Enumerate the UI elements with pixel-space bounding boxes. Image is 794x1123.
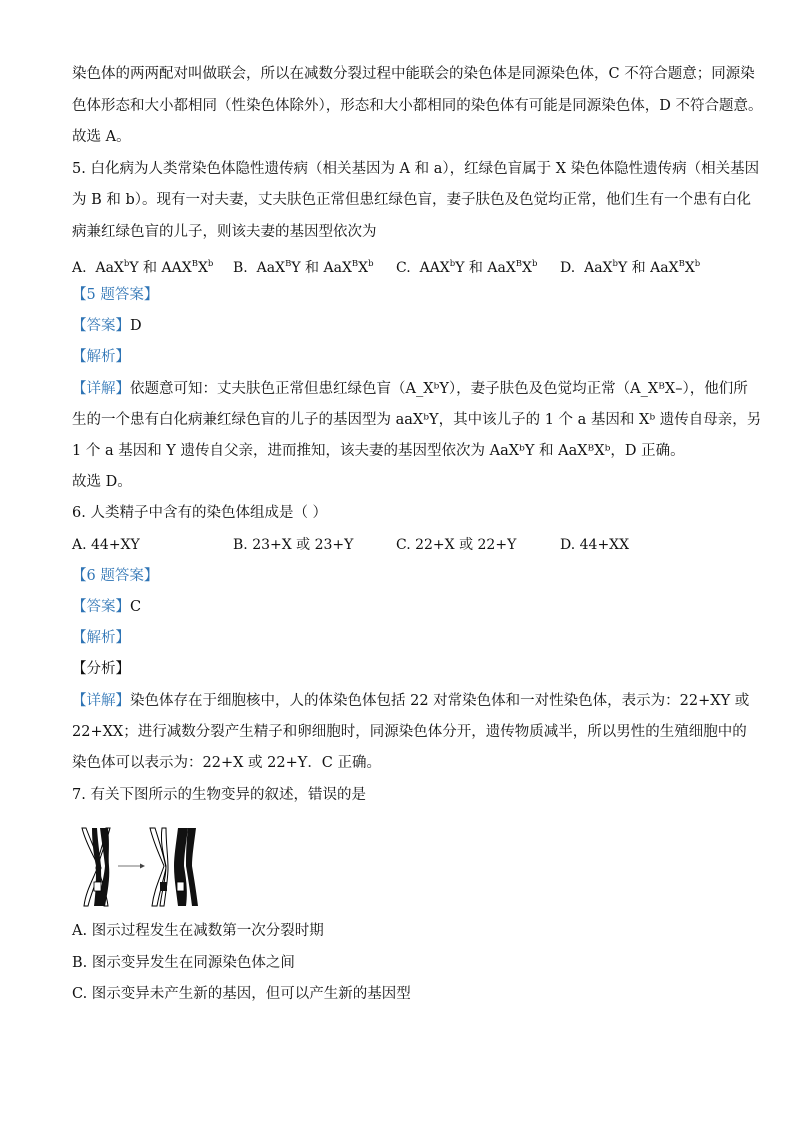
answer-header: 【5 题答案】 [72,287,159,303]
arrow-icon [118,864,145,869]
question-7-stem: 7. 有关下图所示的生物变异的叙述，错误的是 [72,787,366,803]
text-line: 故选 A。 [72,129,131,145]
answer-line: 【答案】C [72,599,142,615]
option-a: A. AaX$^b$Y 和 $AAX^BX^b$ [72,259,214,276]
option-c: C. 22+X 或 22+Y [396,537,517,553]
option-d: D. AaX$^b$Y 和 $AaX^BX^b$ [560,259,701,276]
detail-line: 【详解】染色体存在于细胞核中，人的体染色体包括 22 对常染色体和一对性染色体，表示为：22+XY 或 [72,693,750,709]
text-line: 色体形态和大小都相同（性染色体除外），形态和大小都相同的染色体有可能是同源染色体，D 不符合题意。 [72,98,763,114]
option-b: B. 图示变异发生在同源染色体之间 [72,955,295,971]
analysis-header: 【解析】 [72,630,130,646]
chromosome-pair-before [82,828,110,906]
answer-line: 【答案】D [72,318,142,334]
option-c: C. AAX$^b$Y 和 $AaX^BX^b$ [396,259,538,276]
option-b: B. 23+X 或 23+Y [233,537,354,553]
option-a: A. 44+XY [72,537,140,553]
analysis-header: 【解析】 [72,349,130,365]
question-5-stem: 为 B 和 b）。现有一对夫妻，丈夫肤色正常但患红绿色盲，妻子肤色及色觉均正常，他们生有一个患有白化 [72,192,752,208]
detail-line: 染色体可以表示为：22+X 或 22+Y．C 正确。 [72,755,382,771]
option-a: A. 图示过程发生在减数第一次分裂时期 [72,923,324,939]
text-line: 染色体的两两配对叫做联会，所以在减数分裂过程中能联会的染色体是同源染色体，C 不符合题意；同源染 [72,66,755,82]
option-b: B. AaX$^B$Y 和 $AaX^BX^b$ [233,259,374,276]
analysis-sub-header: 【分析】 [72,661,130,677]
answer-header: 【6 题答案】 [72,568,159,584]
conclusion-line: 故选 D。 [72,474,132,490]
question-5-stem: 5. 白化病为人类常染色体隐性遗传病（相关基因为 A 和 a），红绿色盲属于 X 染色体隐性遗传病（相关基因 [72,161,760,177]
detail-line: 22+XX；进行减数分裂产生精子和卵细胞时，同源染色体分开，遗传物质减半，所以男性的生殖细胞中的 [72,724,747,740]
question-6-stem: 6. 人类精子中含有的染色体组成是（ ） [72,505,328,521]
option-d: D. 44+XX [560,537,630,553]
chromosome-crossover-diagram [74,826,204,908]
question-5-stem: 病兼红绿色盲的儿子，则该夫妻的基因型依次为 [72,224,377,240]
detail-line: 生的一个患有白化病兼红绿色盲的儿子的基因型为 aaXᵇY，其中该儿子的 1 个 a 基因和 Xᵇ 遗传自母亲，另 [72,412,762,428]
option-c: C. 图示变异未产生新的基因，但可以产生新的基因型 [72,986,411,1002]
detail-line: 1 个 a 基因和 Y 遗传自父亲，进而推知，该夫妻的基因型依次为 AaXᵇY 和 AaXᴮXᵇ，D 正确。 [72,443,685,459]
chromosome-pair-after [150,828,198,906]
detail-line: 【详解】依题意可知：丈夫肤色正常但患红绿色盲（A_XᵇY），妻子肤色及色觉均正常（A_XᴮX–），他们所 [72,381,748,397]
